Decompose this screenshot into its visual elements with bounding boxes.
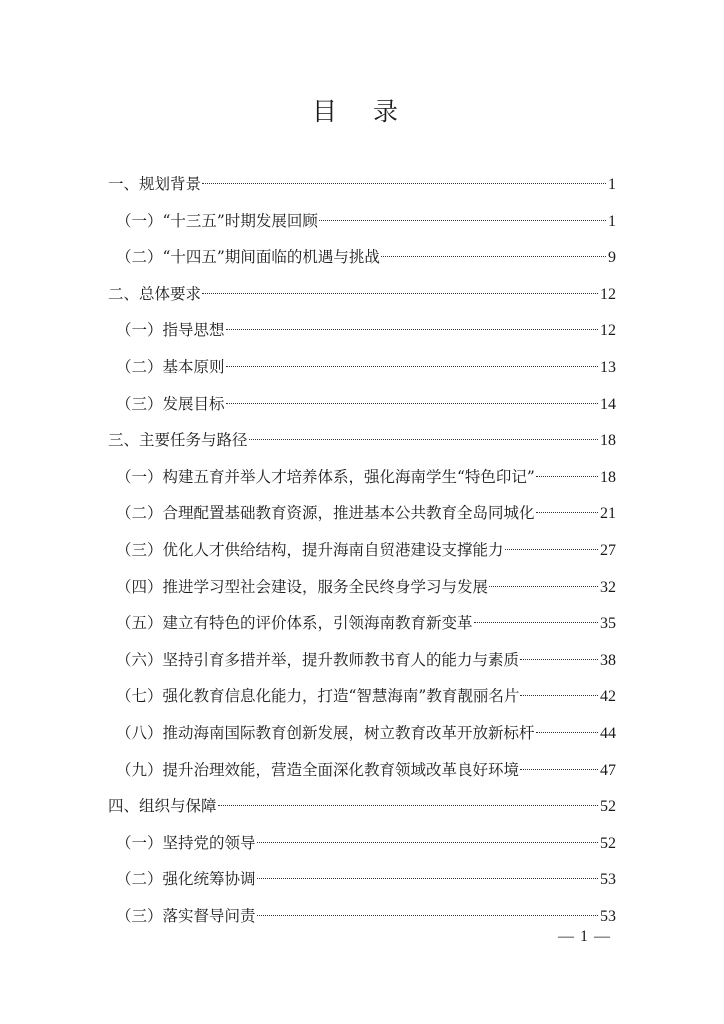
toc-entry-label: （九）提升治理效能，营造全面深化教育领域改革良好环境 bbox=[116, 760, 520, 779]
page-number-footer: — 1 — bbox=[558, 928, 611, 945]
toc-entry-label: 三、主要任务与路径 bbox=[108, 431, 248, 450]
toc-section-entry[interactable] bbox=[108, 605, 616, 642]
dot-leader bbox=[226, 329, 598, 330]
toc-entry-page-number: 42 bbox=[600, 688, 616, 706]
table-of-contents bbox=[108, 166, 616, 934]
toc-entry-label: （七）强化教育信息化能力，打造“智慧海南”教育靓丽名片 bbox=[116, 687, 520, 706]
toc-entry-label: （三）发展目标 bbox=[116, 394, 225, 413]
dot-leader bbox=[505, 549, 598, 550]
toc-entry-label: （二）基本原则 bbox=[116, 357, 225, 376]
dot-leader bbox=[249, 439, 598, 440]
toc-entry-page-number: 38 bbox=[600, 651, 616, 669]
dot-leader bbox=[218, 805, 598, 806]
dot-leader bbox=[536, 512, 598, 513]
toc-entry-label: （二）“十四五”期间面临的机遇与挑战 bbox=[116, 248, 380, 267]
toc-entry-label: （三）优化人才供给结构，提升海南自贸港建设支撑能力 bbox=[116, 540, 504, 559]
dot-leader bbox=[202, 183, 606, 184]
toc-entry-page-number: 27 bbox=[600, 541, 616, 559]
dot-leader bbox=[520, 769, 598, 770]
toc-entry-label: （八）推动海南国际教育创新发展，树立教育改革开放新标杆 bbox=[116, 723, 535, 742]
dot-leader bbox=[536, 732, 598, 733]
toc-entry-label: （二）合理配置基础教育资源，推进基本公共教育全岛同城化 bbox=[116, 504, 535, 523]
dot-leader bbox=[257, 915, 598, 916]
dot-leader bbox=[474, 622, 598, 623]
dot-leader bbox=[381, 256, 606, 257]
dot-leader bbox=[319, 220, 606, 221]
toc-section-entry[interactable] bbox=[108, 532, 616, 569]
toc-entry-label: 四、组织与保障 bbox=[108, 797, 217, 816]
toc-section-entry[interactable] bbox=[108, 898, 616, 935]
toc-entry-page-number: 21 bbox=[600, 505, 616, 523]
toc-entry-page-number: 14 bbox=[600, 395, 616, 413]
toc-entry-page-number: 18 bbox=[600, 468, 616, 486]
toc-chapter-entry[interactable] bbox=[108, 788, 616, 825]
toc-section-entry[interactable] bbox=[108, 386, 616, 423]
dot-leader bbox=[226, 366, 598, 367]
toc-entry-page-number: 18 bbox=[600, 432, 616, 450]
toc-section-entry[interactable] bbox=[108, 495, 616, 532]
toc-entry-label: 二、总体要求 bbox=[108, 284, 202, 303]
toc-entry-page-number: 9 bbox=[608, 249, 616, 267]
toc-entry-page-number: 12 bbox=[600, 322, 616, 340]
toc-section-entry[interactable] bbox=[108, 752, 616, 789]
toc-chapter-entry[interactable] bbox=[108, 166, 616, 203]
toc-entry-page-number: 52 bbox=[600, 834, 616, 852]
toc-entry-page-number: 53 bbox=[600, 907, 616, 925]
toc-section-entry[interactable] bbox=[108, 459, 616, 496]
dot-leader bbox=[489, 586, 598, 587]
dot-leader bbox=[536, 476, 598, 477]
toc-section-entry[interactable] bbox=[108, 825, 616, 862]
toc-entry-label: （三）落实督导问责 bbox=[116, 906, 256, 925]
toc-entry-label: （五）建立有特色的评价体系，引领海南教育新变革 bbox=[116, 614, 473, 633]
toc-entry-page-number: 53 bbox=[600, 871, 616, 889]
toc-entry-page-number: 35 bbox=[600, 615, 616, 633]
toc-entry-label: （二）强化统筹协调 bbox=[116, 870, 256, 889]
toc-section-entry[interactable] bbox=[108, 349, 616, 386]
toc-entry-label: （四）推进学习型社会建设，服务全民终身学习与发展 bbox=[116, 577, 489, 596]
dot-leader bbox=[226, 403, 598, 404]
toc-entry-label: （一）构建五育并举人才培养体系，强化海南学生“特色印记” bbox=[116, 467, 535, 486]
toc-entry-label: 一、规划背景 bbox=[108, 175, 202, 193]
toc-section-entry[interactable] bbox=[108, 203, 616, 240]
dot-leader bbox=[257, 842, 598, 843]
toc-entry-label: （六）坚持引育多措并举，提升教师教书育人的能力与素质 bbox=[116, 650, 520, 669]
toc-section-entry[interactable] bbox=[108, 678, 616, 715]
toc-entry-page-number: 44 bbox=[600, 724, 616, 742]
dot-leader bbox=[257, 878, 598, 879]
toc-chapter-entry[interactable] bbox=[108, 276, 616, 313]
toc-chapter-entry[interactable] bbox=[108, 422, 616, 459]
toc-entry-label: （一）“十三五”时期发展回顾 bbox=[116, 211, 318, 230]
toc-section-entry[interactable] bbox=[108, 569, 616, 606]
toc-entry-page-number: 47 bbox=[600, 761, 616, 779]
toc-section-entry[interactable] bbox=[108, 312, 616, 349]
toc-entry-page-number: 1 bbox=[608, 176, 616, 193]
toc-entry-page-number: 1 bbox=[608, 212, 616, 230]
dot-leader bbox=[520, 659, 598, 660]
toc-section-entry[interactable] bbox=[108, 239, 616, 276]
toc-entry-label: （一）指导思想 bbox=[116, 321, 225, 340]
toc-entry-label: （一）坚持党的领导 bbox=[116, 833, 256, 852]
page-title: 目 录 bbox=[312, 97, 412, 126]
toc-entry-page-number: 12 bbox=[600, 285, 616, 303]
dot-leader bbox=[520, 695, 598, 696]
toc-section-entry[interactable] bbox=[108, 861, 616, 898]
toc-entry-page-number: 52 bbox=[600, 798, 616, 816]
toc-entry-page-number: 32 bbox=[600, 578, 616, 596]
toc-section-entry[interactable] bbox=[108, 642, 616, 679]
toc-section-entry[interactable] bbox=[108, 715, 616, 752]
toc-entry-page-number: 13 bbox=[600, 358, 616, 376]
dot-leader bbox=[202, 293, 598, 294]
